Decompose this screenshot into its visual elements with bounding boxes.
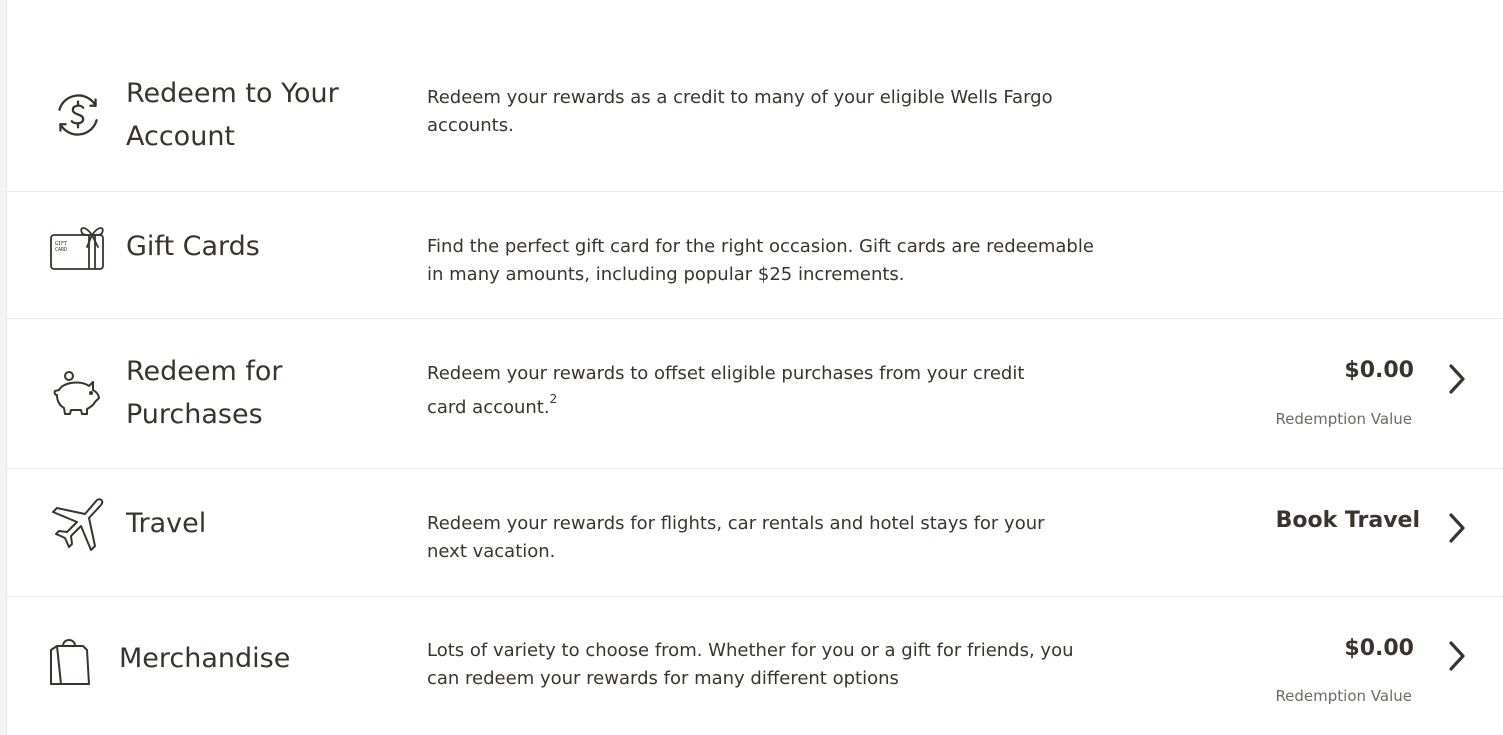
redemption-value-amount: $0.00 [1344,358,1414,383]
option-gift-cards[interactable] [7,191,1503,319]
gift-card-icon [49,221,105,273]
dollar-refresh-icon [47,84,109,146]
option-title: Merchandise [119,643,291,674]
option-redeem-for-purchases[interactable] [7,318,1503,469]
option-title: Redeem to Your Account [126,78,339,152]
chevron-right-icon[interactable] [1445,639,1469,673]
option-description: Lots of variety to choose from. Whether for you or a gift for friends, you can redeem your rewards for many different options [427,640,1074,689]
option-description: Redeem your rewards as a credit to many of your eligible Wells Fargo accounts. [427,87,1053,136]
option-description: Redeem your rewards for flights, car rentals and hotel stays for your next vacation. [427,513,1045,562]
option-description: Find the perfect gift card for the right occasion. Gift cards are redeemable in many amounts, including popular $25 increments. [427,236,1094,285]
svg-text:CARD: CARD [55,247,68,253]
option-description [427,360,1067,422]
svg-text:GIFT: GIFT [55,241,68,247]
left-divider [0,0,7,735]
option-merchandise[interactable] [7,596,1503,735]
option-title: Travel [126,508,207,539]
piggy-bank-icon [51,368,103,420]
option-travel[interactable] [7,468,1503,597]
option-description-text: Redeem your rewards to offset eligible purchases from your credit card account. [427,363,1025,418]
shopping-bag-icon [47,632,93,688]
option-title [126,350,326,436]
option-title: Gift Cards [126,231,260,262]
option-redeem-to-account[interactable] [7,0,1503,192]
redemption-value-label: Redemption Value [1275,410,1412,428]
book-travel-link[interactable]: Book Travel [1275,508,1420,533]
option-title-text: Redeem for Purchases [126,356,283,430]
redemption-value-label: Redemption Value [1275,687,1412,705]
chevron-right-icon[interactable] [1445,511,1469,545]
footnote-marker[interactable]: 2 [549,392,558,406]
redemption-value-amount: $0.00 [1344,636,1414,661]
chevron-right-icon[interactable] [1445,362,1469,396]
airplane-icon [49,496,105,552]
